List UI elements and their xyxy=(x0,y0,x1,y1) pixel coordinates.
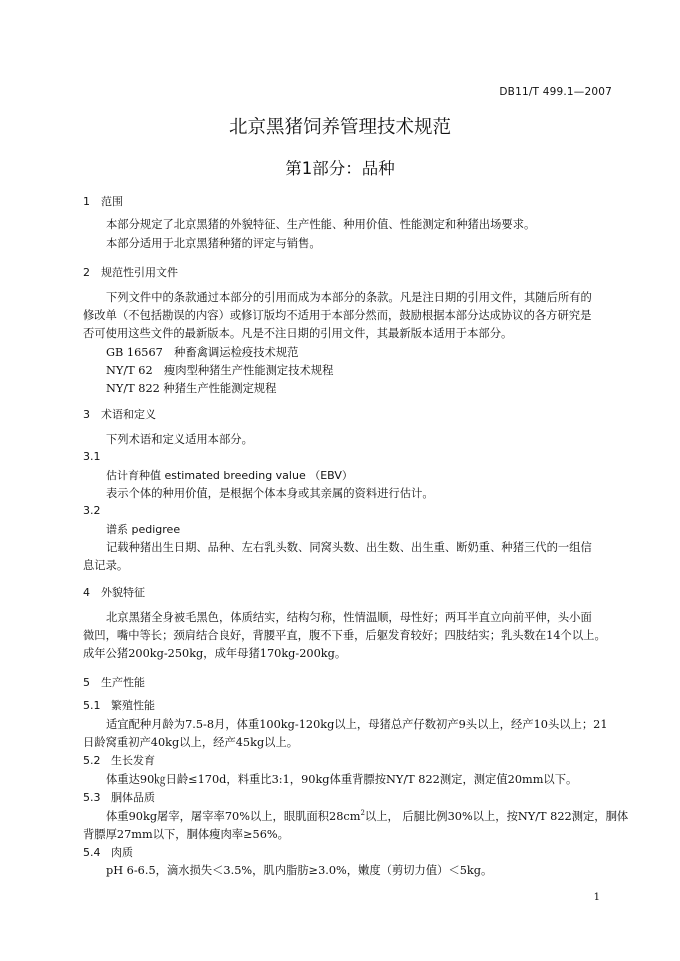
paragraph: 本部分规定了北京黑猪的外貌特征、生产性能、种用价值、性能测定和种猪出场要求。 xyxy=(106,218,536,231)
paragraph: 下列术语和定义适用本部分。 xyxy=(106,433,253,446)
document-subtitle: 第1部分：品种 xyxy=(285,159,395,178)
page-number: 1 xyxy=(593,892,600,903)
term-title: 谱系 pedigree xyxy=(106,523,181,536)
subsection-heading-5-2: 5.2 生长发育 xyxy=(83,754,155,767)
paragraph-line: 修改单（不包括勘误的内容）或修订版均不适用于本部分然而，鼓励根据本部分达成协议的各方研究是 xyxy=(83,309,592,322)
section-heading-4: 4 外貌特征 xyxy=(83,586,145,599)
reference-item: NY/T 822 种猪生产性能测定规程 xyxy=(106,382,277,395)
term-number: 3.1 xyxy=(83,450,101,463)
paragraph-line: 适宜配种月龄为7.5-8月，体重100kg-120kg以上，母猪总产仔数初产9头以上，经产10头以上；21 xyxy=(106,718,608,731)
subsection-heading-5-1: 5.1 繁殖性能 xyxy=(83,699,155,712)
subsection-heading-5-3: 5.3 胴体品质 xyxy=(83,791,155,804)
term-number: 3.2 xyxy=(83,504,101,517)
paragraph-line: 北京黑猪全身被毛黑色，体质结实，结构匀称，性情温顺，母性好；两耳半直立向前平伸，头小面 xyxy=(106,611,592,624)
term-definition: 息记录。 xyxy=(83,559,129,572)
term-definition: 表示个体的种用价值，是根据个体本身或其亲属的资料进行估计。 xyxy=(106,487,434,500)
section-heading-5: 5 生产性能 xyxy=(83,676,145,689)
paragraph-line: 日龄窝重初产40kg以上，经产45kg以上。 xyxy=(83,736,299,749)
paragraph: 本部分适用于北京黑猪种猪的评定与销售。 xyxy=(106,237,321,250)
term-definition: 记载种猪出生日期、品种、左右乳头数、同窝头数、出生数、出生重、断奶重、种猪三代的一组信 xyxy=(106,541,592,554)
paragraph-line: 体重90kg屠宰，屠宰率70%以上，眼肌面积$28cm^2$以上， 后腿比例30%以上，按NY/T 822测定，胴体 xyxy=(106,809,629,823)
superscript: 2 xyxy=(360,809,365,818)
paragraph-line: 微凹，嘴中等长；颈肩结合良好，背腰平直，腹不下垂，后躯发育较好；四肢结实；乳头数在14个以上。 xyxy=(83,629,606,642)
paragraph-line: 下列文件中的条款通过本部分的引用而成为本部分的条款。凡是注日期的引用文件，其随后所有的 xyxy=(106,291,592,304)
section-heading-3: 3 术语和定义 xyxy=(83,408,156,421)
term-title: 估计育种值 estimated breeding value （EBV） xyxy=(106,469,353,482)
subsection-heading-5-4: 5.4 肉质 xyxy=(83,846,133,859)
document-id: DB11/T 499.1—2007 xyxy=(499,86,612,98)
paragraph-line: 背膘厚27mm以下，胴体瘦肉率≥56%。 xyxy=(83,828,289,841)
paragraph-line: pH 6-6.5，滴水损失＜3.5%，肌内脂肪≥3.0%，嫩度（剪切力值）＜5kg。 xyxy=(106,864,493,877)
paragraph-line: 成年公猪200kg-250kg，成年母猪170kg-200kg。 xyxy=(83,647,347,660)
document-title: 北京黑猪饲养管理技术规范 xyxy=(228,117,451,138)
reference-item: GB 16567 种畜禽调运检疫技术规范 xyxy=(106,346,299,359)
section-heading-2: 2 规范性引用文件 xyxy=(83,266,178,279)
section-heading-1: 1 范围 xyxy=(83,195,123,208)
paragraph-line: 体重达90㎏日龄≤170d，料重比3:1，90kg体重背膘按NY/T 822测定，测定值20mm以下。 xyxy=(106,773,578,786)
reference-item: NY/T 62 瘦肉型种猪生产性能测定技术规程 xyxy=(106,364,334,377)
paragraph-line: 否可使用这些文件的最新版本。凡是不注日期的引用文件，其最新版本适用于本部分。 xyxy=(83,327,513,340)
